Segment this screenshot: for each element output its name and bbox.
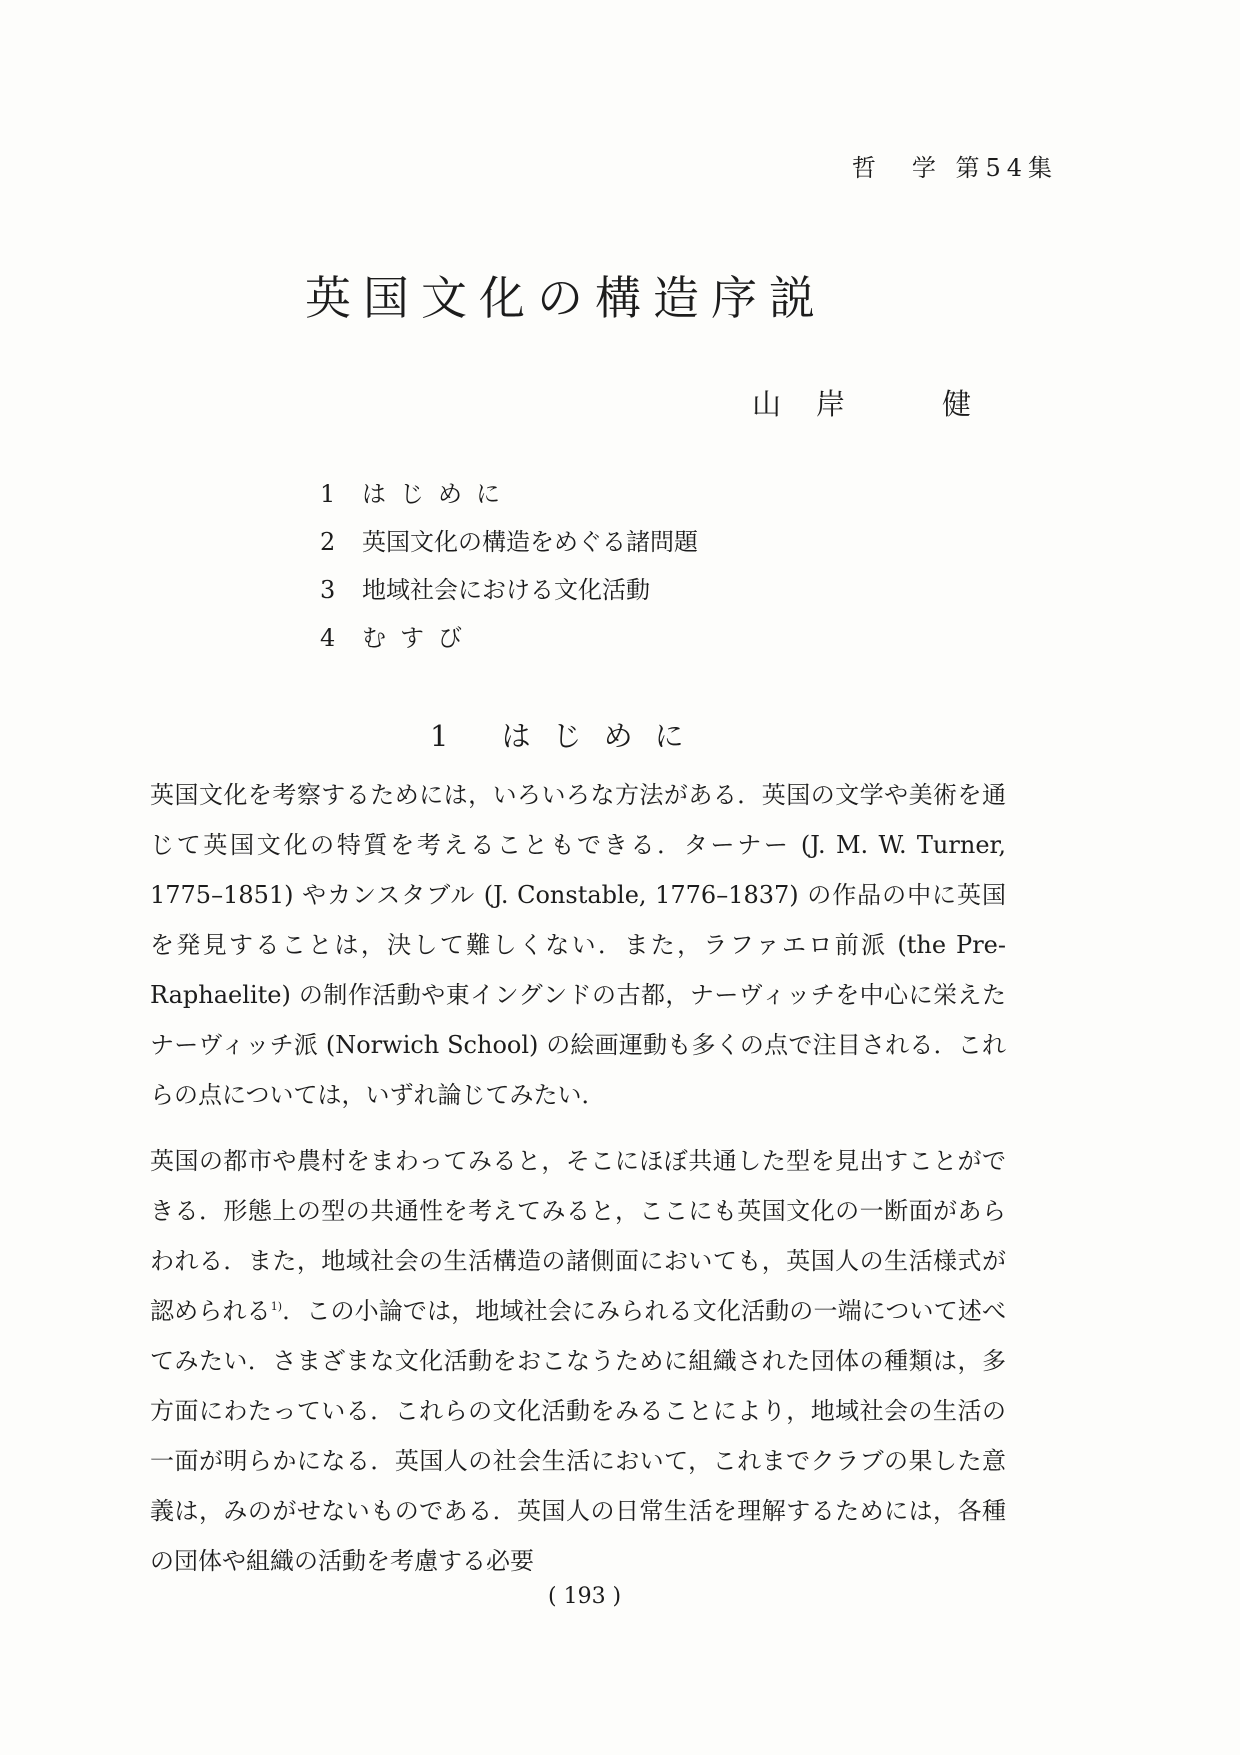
- journal-header: 哲 学 第54集: [851, 154, 1058, 182]
- toc-item: [320, 614, 698, 662]
- author-surname-1: 山: [752, 387, 782, 421]
- toc-item-number: 2: [320, 528, 336, 556]
- paragraph: [150, 1136, 1006, 1586]
- paragraph: [150, 770, 1006, 1120]
- toc-item-label: むすび: [362, 624, 476, 652]
- section-heading: 1 はじめに: [430, 719, 706, 753]
- toc-item-number: 3: [320, 576, 336, 604]
- toc-item: [320, 470, 698, 518]
- article-title: 英国文化の構造序説: [305, 271, 827, 325]
- footnote-marker[interactable]: 1): [270, 1300, 283, 1313]
- toc-item-number: 1: [320, 480, 336, 508]
- toc-item-label: はじめに: [362, 480, 514, 508]
- author-surname-2: 岸: [816, 387, 846, 421]
- toc-item-label: 地域社会における文化活動: [362, 576, 650, 604]
- toc-item-number: 4: [320, 624, 336, 652]
- toc-item-label: 英国文化の構造をめぐる諸問題: [362, 528, 698, 556]
- table-of-contents: [320, 470, 698, 662]
- paragraph-text: 英国文化を考察するためには，いろいろな方法がある．英国の文学や美術を通じて英国文化の特質を考えることもできる．ターナー (J. M. W. Turner, 1775–1851) やカンスタブル (J. Constable, 1776–1837) の作品の中に英国を発見することは，決して難しくない．また，ラファエロ前派 (the Pre-Raphaelite) の制作活動や東イングンドの古都，ナーヴィッチを中心に栄えたナーヴィッチ派 (Norwich School) の絵画運動も多くの点で注目される．これらの点については，いずれ論じてみたい．: [150, 781, 1006, 1109]
- page-number: ( 193 ): [548, 1584, 622, 1609]
- author-name: [752, 382, 971, 423]
- body-text: [150, 770, 1006, 1602]
- toc-item: [320, 518, 698, 566]
- toc-item: [320, 566, 698, 614]
- author-given-name: 健: [942, 387, 972, 421]
- paragraph-text: 英国の都市や農村をまわってみると，そこにほぼ共通した型を見出すことができる．形態上の型の共通性を考えてみると，ここにも英国文化の一断面があらわれる．また，地域社会の生活構造の諸側面においても，英国人の生活様式が認められる: [150, 1147, 1006, 1325]
- paragraph-text: ．この小論では，地域社会にみられる文化活動の一端について述べてみたい．さまざまな文化活動をおこなうために組織された団体の種類は，多方面にわたっている．これらの文化活動をみることにより，地域社会の生活の一面が明らかになる．英国人の社会生活において，これまでクラブの果した意義は，みのがせないものである．英国人の日常生活を理解するためには，各種の団体や組織の活動を考慮する必要: [150, 1297, 1006, 1575]
